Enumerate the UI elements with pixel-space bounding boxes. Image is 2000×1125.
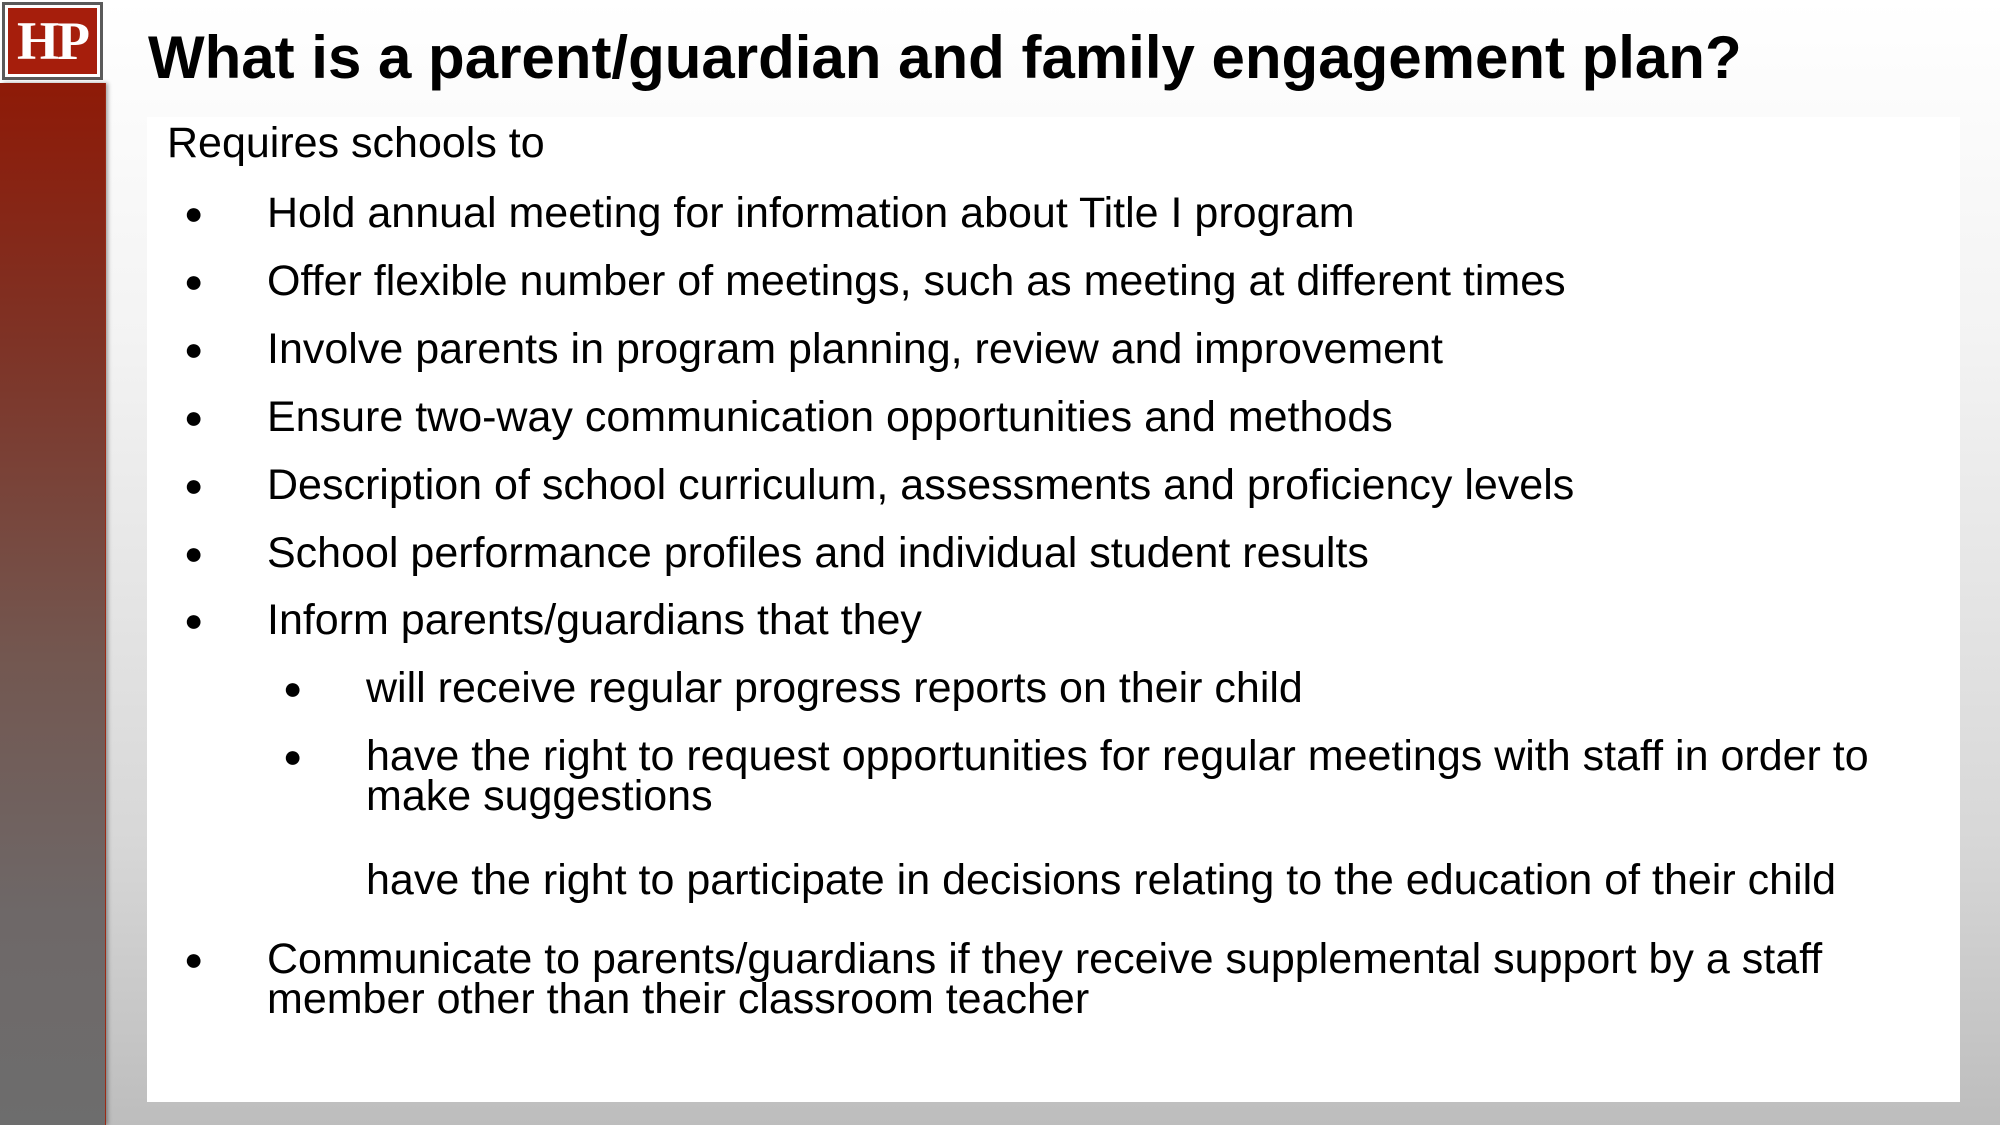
bullet-text: Hold annual meeting for information about Title I program [267, 189, 1355, 237]
bullet-item [184, 257, 1927, 305]
content-panel [147, 117, 1960, 1102]
logo-badge [8, 8, 97, 74]
bullet-item [184, 529, 1927, 577]
sub-bullet-text: will receive regular progress reports on their child [366, 664, 1303, 712]
bullet-dot: ● [184, 602, 204, 638]
bullet-text: Description of school curriculum, assessments and proficiency levels [267, 461, 1575, 509]
side-accent-bar [0, 83, 105, 1125]
bullet-dot: ● [184, 195, 204, 231]
bullet-text: Inform parents/guardians that they [267, 596, 922, 644]
bullet-text: Offer flexible number of meetings, such as meeting at different times [267, 257, 1566, 305]
bullet-dot: ● [184, 399, 204, 435]
intro-text: Requires schools to [167, 119, 545, 167]
bullet-dot: ● [283, 738, 303, 774]
bullet-text: School performance profiles and individual student results [267, 529, 1369, 577]
bullet-item [184, 325, 1927, 373]
bullet-text: Ensure two-way communication opportunities and methods [267, 393, 1393, 441]
bullet-dot: ● [184, 467, 204, 503]
bullet-dot: ● [184, 331, 204, 367]
sub-bullet-text: have the right to participate in decisions relating to the education of their child [366, 856, 1837, 904]
bullet-dot: ● [283, 670, 303, 706]
sub-bullet-text: have the right to request opportunities for regular meetings with staff in order to make suggestions [366, 732, 1869, 820]
bullet-dot: ● [184, 941, 204, 977]
sub-bullet-item [283, 664, 1941, 712]
logo-text: HP [17, 11, 88, 71]
bullet-text: Communicate to parents/guardians if they receive supplemental support by a staff member other than their classroom teacher [267, 935, 1823, 1023]
bullet-item [184, 461, 1927, 509]
sub-item-no-bullet [366, 856, 1941, 904]
bullet-text: Involve parents in program planning, review and improvement [267, 325, 1443, 373]
bullet-dot: ● [184, 263, 204, 299]
bullet-item [184, 935, 1927, 1023]
bullet-item [184, 393, 1927, 441]
slide-title: What is a parent/guardian and family engagement plan? [148, 24, 1742, 91]
hp-logo [2, 2, 103, 80]
bullet-item [184, 189, 1927, 237]
bullet-item [184, 596, 1927, 644]
sub-bullet-item [283, 732, 1941, 820]
bullet-dot: ● [184, 535, 204, 571]
